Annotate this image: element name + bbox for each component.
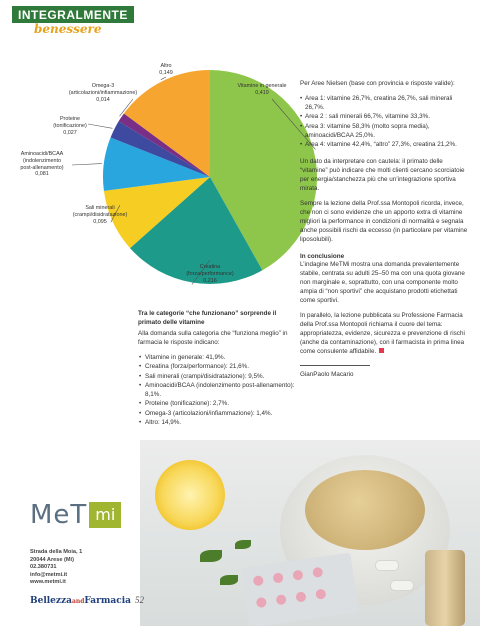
slice-label: Proteine (tonificazione) 0,027	[53, 116, 87, 136]
logo-mi-text: mi	[89, 502, 121, 528]
slice-label: Vitamine in generale 0,419	[237, 83, 287, 96]
metmi-logo	[30, 502, 121, 528]
capsule-icon	[375, 560, 399, 571]
pill-icon	[253, 575, 264, 586]
caption-item: • Vitamine in generale: 41,9%.	[145, 354, 296, 363]
supplements-photo	[140, 440, 480, 626]
pie-chart	[0, 55, 320, 295]
section-title: In conclusione	[300, 252, 345, 260]
address-line: Strada della Moia, 1	[30, 549, 83, 555]
slice-label: Sali minerali (crampi/disidratazione) 0,095	[72, 205, 128, 225]
caption-intro: Alla domanda sulla categoria che “funziona meglio” in farmacia le risposte indicano:	[138, 329, 288, 346]
caption-item: • Sali minerali (crampi/disidratazione): 9,5%.	[145, 373, 296, 382]
chart-caption	[138, 310, 296, 429]
divider	[300, 365, 370, 366]
author: GianPaolo Macario	[300, 370, 354, 378]
slice-label: Omega-3 (articolazioni/infiammazione) 0,014	[68, 83, 138, 103]
pill-icon	[292, 569, 303, 580]
page-number: 52	[134, 595, 144, 605]
area-item: • Area 1: vitamine 26,7%, creatina 26,7%, sali minerali 26,7%.	[300, 95, 468, 113]
email-line: info@metmi.it	[30, 571, 68, 578]
lemon-image	[155, 460, 225, 530]
paragraph: Un dato da interpretare con cautela: il primato delle “vitamine” può indicare che molti clienti cercano scorciatoie per energia/stanchezza più che un’integrazione sportiva mirata.	[300, 158, 465, 192]
article-column	[300, 80, 468, 380]
magazine-logo-a: Bellezza	[30, 596, 72, 606]
closing-text: In parallelo, la lezione pubblicata su Professione Farmacia della Prof.ssa Montopoli richiama il cuore del tema: appropriatezza, evidenze, sicurezza e prevenzione di rischi (anche da contaminazione), con il farmacista in prima linea come consulente affidabile.	[300, 312, 465, 355]
pill-icon	[272, 572, 283, 583]
area-item: • Area 4: vitamine 42,4%, “altro” 27,3%, creatina 21,2%.	[300, 141, 468, 150]
contact-block	[30, 549, 82, 587]
caption-heading: Tra le categorie “che funzionano” sorprende il primato delle vitamine	[138, 310, 277, 326]
caption-item: • Proteine (tonificazione): 2,7%.	[145, 400, 296, 409]
magazine-logo-b: Farmacia	[84, 596, 131, 606]
paragraph: L’indagine MeTMi mostra una domanda prevalentemente stabile, centrata su adulti 25–50 ma con una quota giovane non marginale e, soprattutto, con una componente molto ampia di “non sportivi” che acquistano prodotti etichettati come sportivi.	[300, 261, 465, 305]
pill-icon	[312, 567, 323, 578]
caption-item: • Creatina (forza/performance): 21,6%.	[145, 363, 296, 372]
paragraph	[300, 312, 468, 357]
slice-label: Aminoacidi/BCAA (indolenzimento post-allenamento) 0,081	[20, 151, 64, 178]
leaf-icon	[200, 550, 222, 562]
area-item: • Area 3: vitamine 58,3% (molto sopra media), aminoacidi/BCAA 25,0%.	[300, 123, 468, 141]
section-subbrand: benessere	[34, 22, 102, 36]
slice-label: Altro 0,149	[159, 63, 173, 76]
leader-line	[161, 77, 166, 80]
magazine-logo	[30, 596, 131, 606]
leaf-icon	[220, 575, 238, 585]
caption-item: • Altro: 14,9%.	[145, 419, 296, 428]
magazine-logo-and: and	[71, 598, 85, 605]
page-footer	[30, 595, 144, 606]
section-brand: INTEGRALMENTE	[12, 6, 134, 23]
area-item: • Area 2 : sali minerali 66,7%, vitamine 33,3%.	[300, 113, 468, 122]
slice-label: Creatina (forza/performance) 0,216	[186, 264, 234, 284]
paragraph: Per Aree Nielsen (base con provincia e risposte valide):	[300, 80, 455, 87]
pill-icon	[276, 594, 287, 605]
capsule-icon	[390, 580, 414, 591]
website-line: www.metmi.it	[30, 579, 66, 586]
caption-item: • Aminoacidi/BCAA (indolenzimento post-allenamento): 8,1%.	[145, 382, 296, 400]
bottle-image	[425, 550, 465, 626]
blister-pack-image	[241, 553, 358, 626]
pill-icon	[256, 597, 267, 608]
end-mark-icon	[379, 348, 384, 353]
powder-image	[305, 470, 425, 550]
caption-item: • Omega-3 (articolazioni/infiammazione): 1,4%.	[145, 410, 296, 419]
phone-line: 02.380731	[30, 564, 57, 571]
leaf-icon	[235, 540, 251, 549]
paragraph: Sempre la lezione della Prof.ssa Montopoli ricorda, invece, che non ci sono evidenze che un apporto extra di vitamine migliori la performance in condizioni di normalità e segnala anche possibili rischi da eccesso (in particolare per vitamine liposolubili).	[300, 199, 468, 243]
caption-list	[138, 354, 296, 429]
areas-list	[300, 95, 468, 150]
magazine-header	[12, 6, 134, 36]
pill-icon	[295, 591, 306, 602]
logo-met-text: MeT	[30, 500, 88, 530]
city-line: 20044 Arese (Mi)	[30, 556, 74, 563]
pill-icon	[315, 589, 326, 600]
